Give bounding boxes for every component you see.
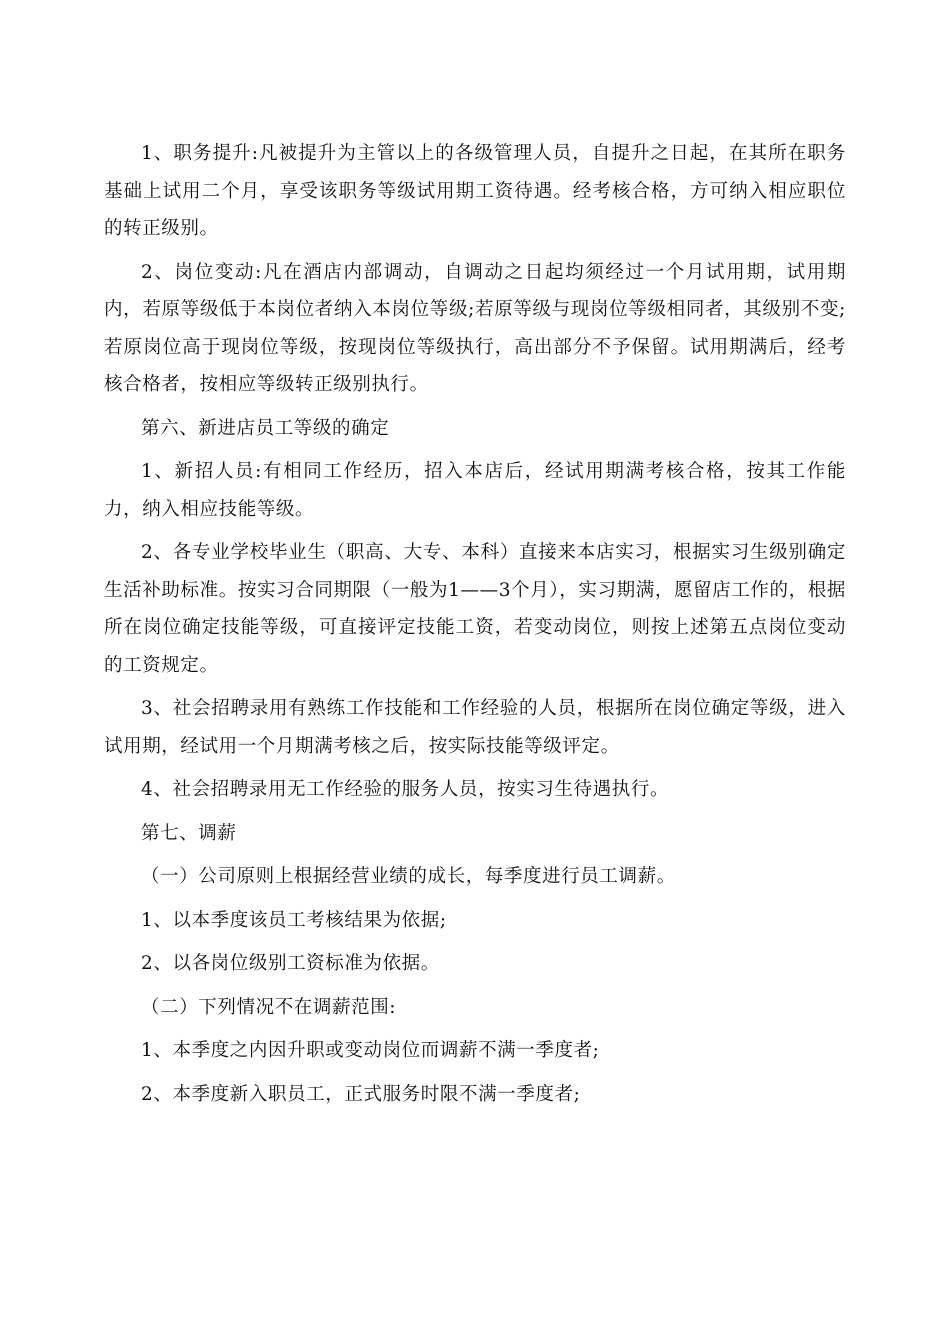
- list-item-basis-evaluation: 1、以本季度该员工考核结果为依据;: [141, 909, 447, 931]
- paragraph-experienced-hire: 3、社会招聘录用有熟练工作技能和工作经验的人员，根据所在岗位确定等级，进入试用期，经试用一个月期满考核之后，按实际技能等级评定。: [104, 698, 846, 757]
- document-body: [104, 135, 846, 1119]
- paragraph-promotion: 1、职务提升:凡被提升为主管以上的各级管理人员，自提升之日起，在其所在职务基础上试用二个月，享受该职务等级试用期工资待遇。经考核合格，方可纳入相应职位的转正级别。: [104, 143, 846, 239]
- list-item-basis-salary-standard: 2、以各岗位级别工资标准为依据。: [141, 953, 440, 974]
- paragraph-new-hire: 1、新招人员:有相同工作经历，招入本店后，经试用期满考核合格，按其工作能力，纳入相应技能等级。: [104, 461, 846, 520]
- section-heading-salary-adjustment: 第七、调薪: [141, 822, 237, 844]
- paragraph-exclusions-heading: （二）下列情况不在调薪范围:: [141, 996, 397, 1018]
- list-item-exclusion-new-employee: 2、本季度新入职员工，正式服务时限不满一季度者;: [141, 1083, 581, 1105]
- paragraph-graduates: 2、各专业学校毕业生（职高、大专、本科）直接来本店实习，根据实习生级别确定生活补助标准。按实习合同期限（一般为1——3个月），实习期满，愿留店工作的，根据所在岗位确定技能等级，可直接评定技能工资，若变动岗位，则按上述第五点岗位变动的工资规定。: [104, 542, 846, 676]
- paragraph-quarterly-adjustment: （一）公司原则上根据经营业绩的成长，每季度进行员工调薪。: [141, 866, 676, 887]
- paragraph-inexperienced-hire: 4、社会招聘录用无工作经验的服务人员，按实习生待遇执行。: [141, 779, 670, 800]
- section-heading-new-employee-grade: 第六、新进店员工等级的确定: [141, 417, 390, 439]
- list-item-exclusion-promotion: 1、本季度之内因升职或变动岗位而调薪不满一季度者;: [141, 1040, 600, 1061]
- paragraph-position-change: 2、岗位变动:凡在酒店内部调动，自调动之日起均须经过一个月试用期，试用期内，若原等级低于本岗位者纳入本岗位等级;若原等级与现岗位等级相同者，其级别不变;若原岗位高于现岗位等级，按现岗位等级执行，高出部分不予保留。试用期满后，经考核合格者，按相应等级转正级别执行。: [104, 261, 846, 395]
